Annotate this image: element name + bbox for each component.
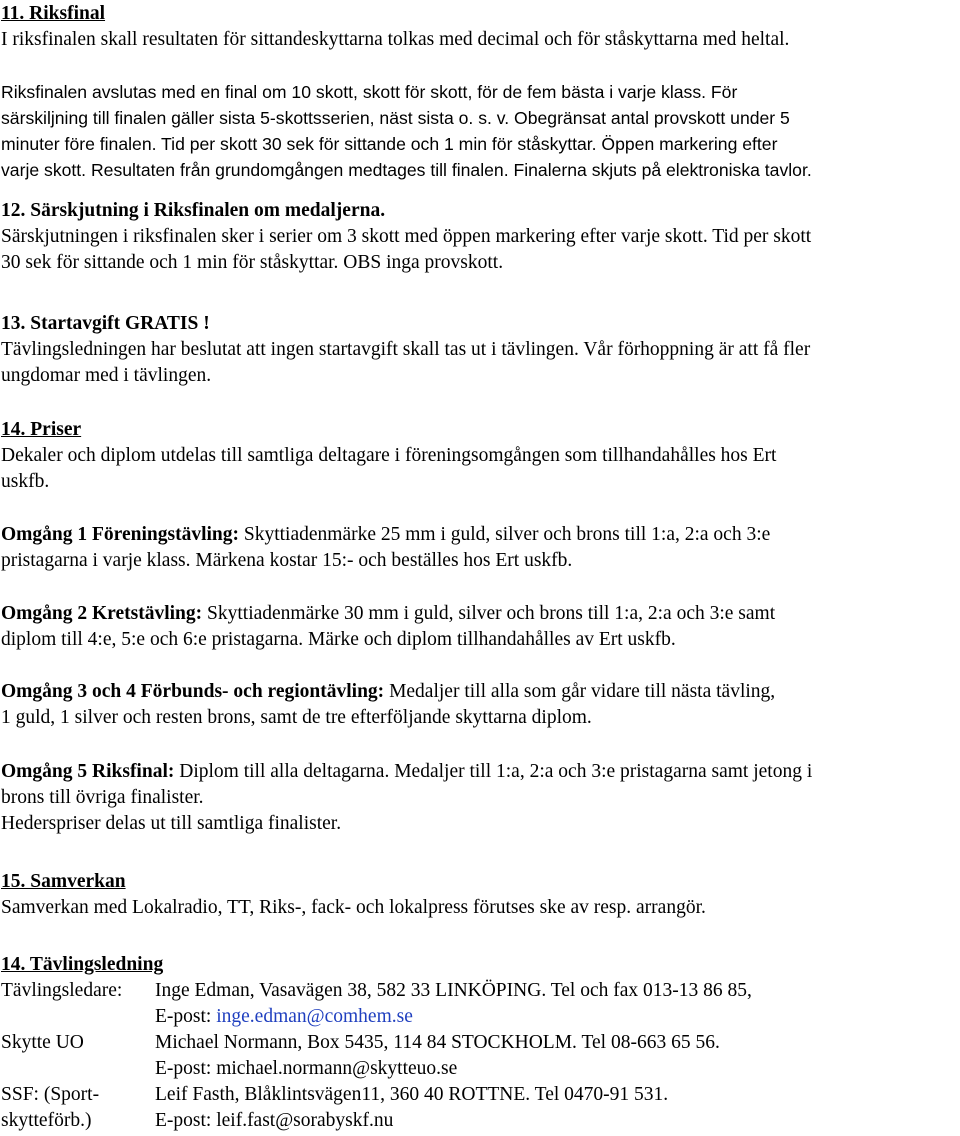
- paragraph-line: brons till övriga finalister.: [1, 787, 204, 808]
- contact-value: E-post: leif.fast@sorabyskf.nu: [155, 1110, 394, 1131]
- omgang-label: Omgång 3 och 4 Förbunds- och regiontävling:: [1, 681, 385, 702]
- paragraph-line: pristagarna i varje klass. Märkena kostar 15:- och beställes hos Ert uskfb.: [1, 550, 573, 571]
- omgang-5: [1, 759, 959, 837]
- omgang-3-4: [1, 679, 959, 731]
- contact-value: Inge Edman, Vasavägen 38, 582 33 LINKÖPING. Tel och fax 013-13 86 85,: [155, 980, 752, 1001]
- contact-value: E-post:: [155, 1006, 217, 1027]
- contact-list: [1, 978, 959, 1134]
- paragraph-line: I riksfinalen skall resultaten för sittandeskyttarna tolkas med decimal och för ståskyttarna med heltal.: [1, 29, 790, 50]
- paragraph-line: diplom till 4:e, 5:e och 6:e pristagarna. Märke och diplom tillhandahålles av Ert uskfb.: [1, 629, 676, 650]
- section-heading: 11. Riksfinal: [1, 3, 106, 24]
- section-riksfinal: [1, 1, 959, 53]
- omgang-label: Omgång 2 Kretstävling:: [1, 603, 203, 624]
- section-riksfinal-body: [1, 79, 959, 183]
- paragraph-line: Hederspriser delas ut till samtliga finalister.: [1, 813, 342, 834]
- contact-value: Michael Normann, Box 5435, 114 84 STOCKHOLM. Tel 08-663 65 56.: [155, 1032, 720, 1053]
- omgang-1: [1, 522, 959, 574]
- paragraph-line: särskiljning till finalen gäller sista 5-skottsserien, näst sista o. s. v.: [1, 108, 510, 128]
- contact-row: [1, 1056, 959, 1082]
- section-heading: 12. Särskjutning i Riksfinalen om medaljerna.: [1, 200, 386, 221]
- paragraph-line: Riksfinalen avslutas med en final om 10 skott, skott för skott, för de fem bästa i varje klass. För: [1, 82, 738, 102]
- section-heading: 15. Samverkan: [1, 871, 126, 892]
- paragraph-line: Skyttiadenmärke 25 mm i guld, silver och brons till 1:a, 2:a och 3:e: [239, 524, 771, 545]
- paragraph-line: varje skott. Resultaten från grundomgången medtages till finalen. Finalerna skjuts på elektroniska tavlor.: [1, 160, 812, 180]
- contact-label: skytteförb.): [1, 1110, 92, 1131]
- section-heading: 13. Startavgift GRATIS !: [1, 313, 210, 334]
- paragraph-line: Obegränsat antal provskott under 5: [509, 108, 790, 128]
- email-link[interactable]: inge.edman@comhem.se: [216, 1006, 413, 1027]
- omgang-label: Omgång 5 Riksfinal:: [1, 761, 175, 782]
- omgang-2: [1, 601, 959, 653]
- section-tavlingsledning: [1, 952, 959, 978]
- section-heading: 14. Tävlingsledning: [1, 954, 164, 975]
- paragraph-line: Skyttiadenmärke 30 mm i guld, silver och brons till 1:a, 2:a och 3:e samt: [202, 603, 776, 624]
- paragraph-line: Tävlingsledningen har beslutat att ingen startavgift skall tas ut i tävlingen. Vår förhoppning är att få fler: [1, 339, 811, 360]
- section-sarskjutning: [1, 198, 959, 276]
- paragraph-line: Samverkan med Lokalradio, TT, Riks-, fack- och lokalpress förutses ske av resp. arrangör.: [1, 897, 706, 918]
- section-priser: [1, 417, 959, 495]
- contact-label: Skytte UO: [1, 1032, 84, 1053]
- paragraph-line: ungdomar med i tävlingen.: [1, 365, 212, 386]
- contact-row: [1, 1082, 959, 1108]
- section-startavgift-block: [1, 311, 959, 389]
- contact-row: [1, 1004, 959, 1030]
- paragraph-line: Medaljer till alla som går vidare till nästa tävling,: [384, 681, 776, 702]
- contact-label: Tävlingsledare:: [1, 980, 123, 1001]
- section-samverkan: [1, 869, 959, 921]
- omgang-label: Omgång 1 Föreningstävling:: [1, 524, 239, 545]
- paragraph-line: 1 guld, 1 silver och resten brons, samt de tre efterföljande skyttarna diplom.: [1, 707, 592, 728]
- contact-row: [1, 978, 959, 1004]
- paragraph-line: Dekaler och diplom utdelas till samtliga deltagare i föreningsomgången som tillhandahålles hos Ert: [1, 445, 777, 466]
- contact-value: Leif Fasth, Blåklintsvägen11, 360 40 ROTTNE. Tel 0470-91 531.: [155, 1084, 669, 1105]
- paragraph-line: Särskjutningen i riksfinalen sker i serier om 3 skott med öppen markering efter varje skott. Tid per skott: [1, 226, 812, 247]
- contact-value: E-post: michael.normann@skytteuo.se: [155, 1058, 458, 1079]
- paragraph-line: minuter före finalen. Tid per skott 30 sek för sittande och 1 min för ståskyttar. Öppen markering efter: [1, 134, 778, 154]
- section-heading: 14. Priser: [1, 419, 82, 440]
- paragraph-line: Diplom till alla deltagarna. Medaljer till 1:a, 2:a och 3:e pristagarna samt jetong i: [174, 761, 813, 782]
- contact-row: [1, 1108, 959, 1134]
- paragraph-line: 30 sek för sittande och 1 min för ståskyttar. OBS inga provskott.: [1, 252, 504, 273]
- contact-label: SSF: (Sport-: [1, 1084, 100, 1105]
- contact-row: [1, 1030, 959, 1056]
- paragraph-line: uskfb.: [1, 471, 50, 492]
